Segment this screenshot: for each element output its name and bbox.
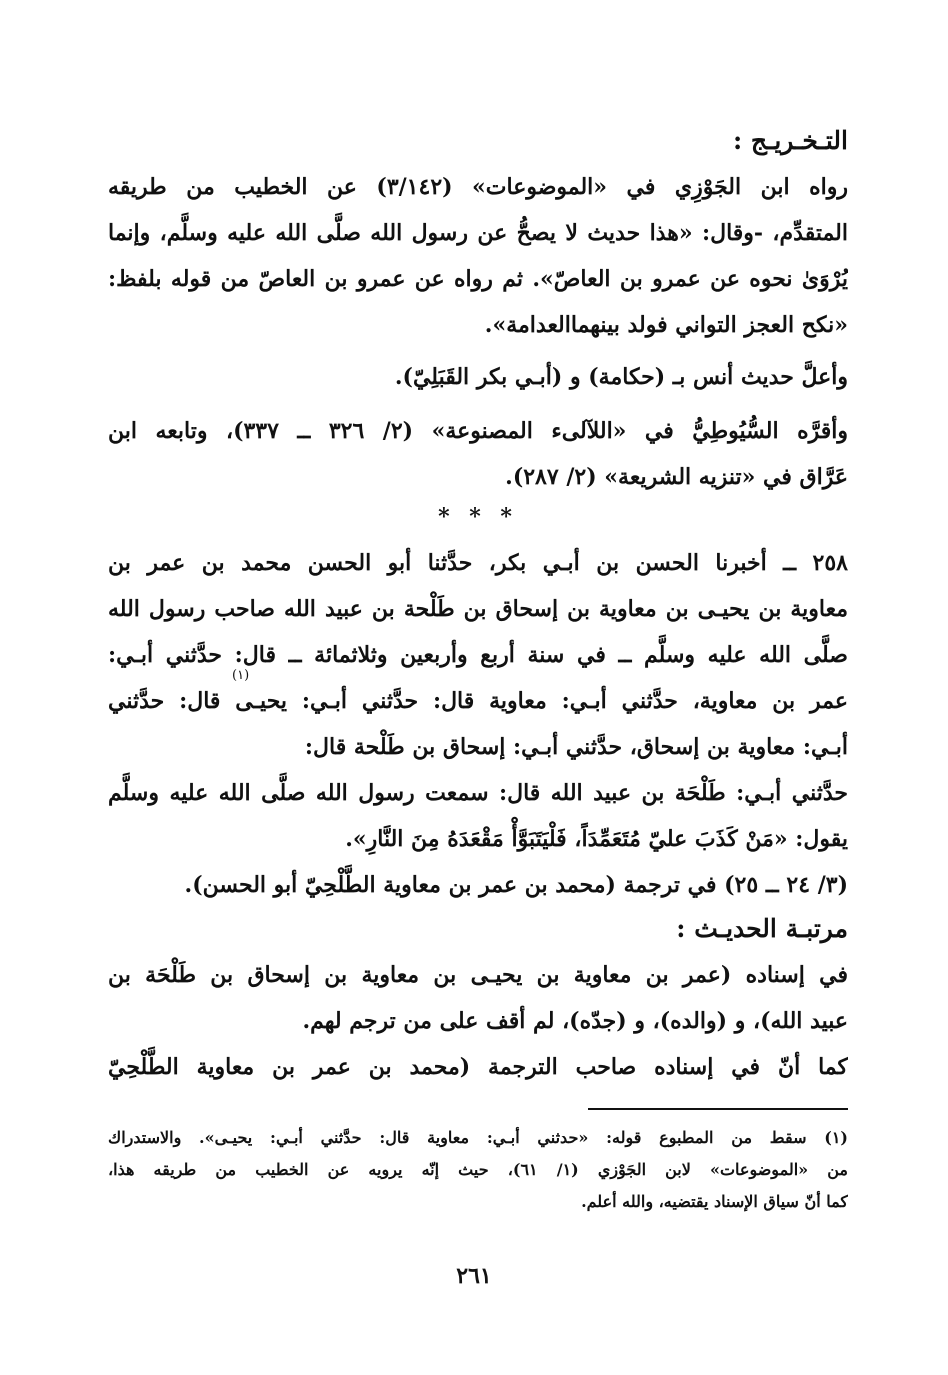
text-line: رواه ابن الجَوْزِي في «الموضوعات» (٣/١٤٢) عن الخطيب من طريقه	[108, 174, 848, 200]
text-line: عمر بن معاوية، حدَّثني أبـي: معاوية قال: حدَّثني أبـي: يحيـى قال: حدَّثني	[108, 688, 848, 714]
footnote-divider	[588, 1108, 848, 1110]
footnote-line: (١) سقط من المطبوع قوله: «حدثني أبـي: معاوية قال: حدَّثني أبـي: يحيـى». والاستدراك	[108, 1128, 848, 1147]
section-separator: * * *	[438, 504, 518, 530]
text-line: صلَّى الله عليه وسلَّم ــ في سنة أربع وأربعين وثلاثمائة ــ قال: حدَّثني أبـي:	[108, 642, 848, 668]
footnote-ref[interactable]: (١)	[232, 668, 250, 683]
page-number: ٢٦١	[456, 1263, 492, 1289]
text-line: «نكح العجز التواني فولد بينهماالعدامة».	[484, 312, 848, 338]
rutba-section	[108, 906, 848, 1090]
footnote-line: من «الموضوعات» لابن الجَوْزي (١/ ٦١)، حيث إنّه يرويه عن الخطيب من طريقه هذا،	[108, 1160, 848, 1179]
text-line: معاوية بن يحيـى بن معاوية بن إسحاق بن طَلْحة بن عبيد الله صاحب رسول الله	[108, 596, 848, 622]
text-line: (٣/ ٢٤ ــ ٢٥) في ترجمة (محمد بن عمر بن معاوية الطَّلْحِيّ أبو الحسن).	[184, 872, 848, 898]
text-line: عبيد الله)، و (والده)، و (جدّه)، لم أقف على من ترجم لهم.	[302, 1008, 848, 1034]
takhrij-section	[108, 118, 848, 500]
hadith-section	[108, 540, 848, 908]
footnote-section	[108, 1122, 848, 1218]
text-line: وأقرَّه السُّيُوطِيُّ في «اللآلىء المصنوعة» (٢/ ٣٢٦ ــ ٣٣٧)، وتابعه ابن	[108, 418, 848, 444]
text-line: المتقدِّم، -وقال: «هذا حديث لا يصحُّ عن رسول الله صلَّى الله عليه وسلَّم، وإنما	[108, 220, 848, 246]
footnote-line: كما أنّ سياق الإسناد يقتضيه، والله أعلم.	[581, 1192, 848, 1211]
text-line: حدَّثني أبـي: طَلْحَة بن عبيد الله قال: سمعت رسول الله صلَّى الله عليه وسلَّم	[108, 780, 848, 806]
text-line: في إسناده (عمر بن معاوية بن يحيـى بن معاوية بن إسحاق بن طَلْحَة بن	[108, 962, 848, 988]
text-line: ٢٥٨ ــ أخبرنا الحسن بن أبـي بكر، حدَّثنا أبو الحسن محمد بن عمر بن	[108, 550, 848, 576]
text-line: يُرْوَىٰ نحوه عن عمرو بن العاصّ». ثم رواه عن عمرو بن العاصّ من قوله بلفظ:	[108, 266, 848, 292]
text-line: وأعلَّ حديث أنس بـ (حكامة) و (أبـي بكر القَبَلِيّ).	[394, 364, 848, 390]
takhrij-heading: التـخـريـج :	[732, 126, 848, 155]
text-line: عَرَّاق في «تنزيه الشريعة» (٢/ ٢٨٧).	[505, 464, 848, 490]
text-line: أبـي: معاوية بن إسحاق، حدَّثني أبـي: إسحاق بن طَلْحة قال:	[304, 734, 848, 760]
text-line: يقول: «مَنْ كَذَبَ عليّ مُتَعَمِّدَاً، فَلْيَتَبَوَّأْ مَقْعَدَهُ مِنَ النَّارِ».	[345, 826, 848, 852]
text-line: كما أنّ في إسناده صاحب الترجمة (محمد بن عمر بن معاوية الطَّلْحِيّ	[108, 1054, 848, 1080]
rutba-heading: مرتبـة الحديـث :	[676, 914, 848, 943]
